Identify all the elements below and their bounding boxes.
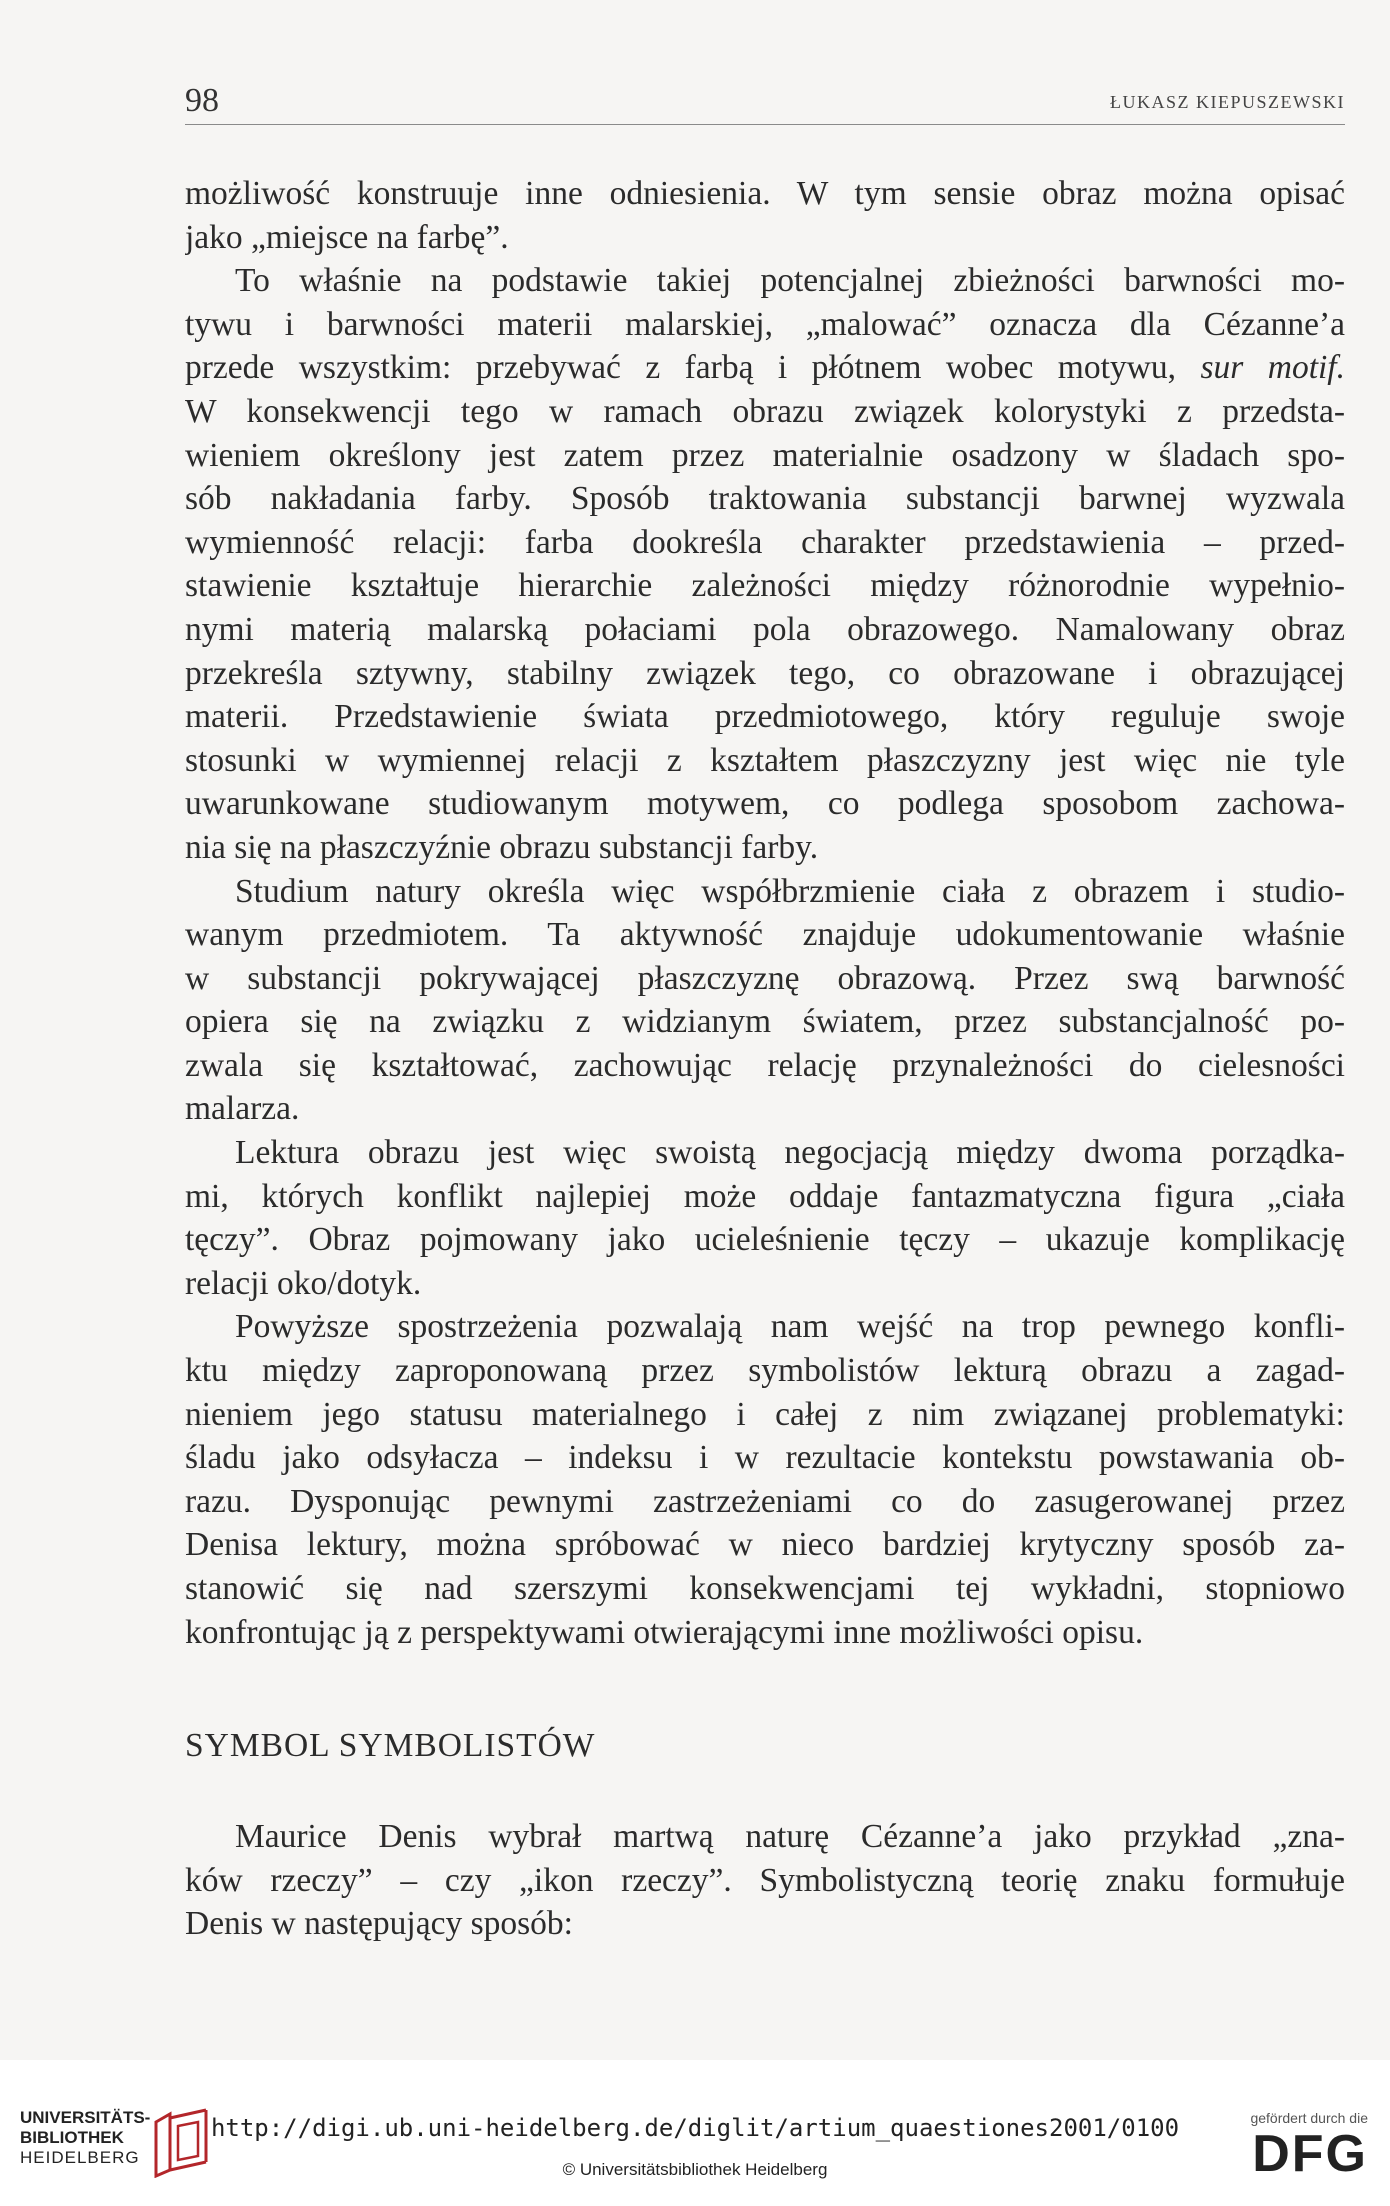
text-line: śladu jako odsyłacza – indeksu i w rezultacie kontekstu powstawania ob- <box>185 1439 1345 1477</box>
text-line: Maurice Denis wybrał martwą naturę Cézanne’a jako przykład „zna- <box>235 1818 1345 1855</box>
text-line: tęczy”. Obraz pojmowany jako ucieleśnienie tęczy – ukazuje komplikację <box>185 1221 1345 1259</box>
running-head: ŁUKASZ KIEPUSZEWSKI <box>1110 92 1345 112</box>
text-line: tywu i barwności materii malarskiej, „malować” oznacza dla Cézanne’a <box>185 305 1345 343</box>
text-line: nia się na płaszczyźnie obrazu substancji farby. <box>185 828 819 866</box>
text-line: sób nakładania farby. Sposób traktowania substancji barwnej wyzwala <box>185 480 1345 518</box>
text-line: uwarunkowane studiowanym motywem, co podlega sposobom zachowa- <box>185 785 1345 823</box>
text-line: stawienie kształtuje hierarchie zależności między różnorodnie wypełnio- <box>185 567 1345 605</box>
text-line: malarza. <box>185 1090 300 1128</box>
library-name-line: BIBLIOTHEK <box>20 2128 124 2147</box>
text-line: zwala się kształtować, zachowując relację przynależności do cielesności <box>185 1046 1345 1084</box>
text-line: wanym przedmiotem. Ta aktywność znajduje udokumentowanie właśnie <box>185 916 1345 954</box>
text-line: konfrontując ją z perspektywami otwierającymi inne możliwości opisu. <box>185 1613 1144 1651</box>
text-line: Denis w następujący sposób: <box>185 1905 573 1943</box>
page-header <box>185 82 1345 125</box>
text-line: relacji oko/dotyk. <box>185 1264 422 1302</box>
text-line: materii. Przedstawienie świata przedmiotowego, który reguluje swoje <box>185 698 1345 736</box>
section-body-text <box>185 1815 1345 1946</box>
text-line: ków rzeczy” – czy „ikon rzeczy”. Symbolistyczną teorię znaku formułuje <box>185 1861 1345 1899</box>
text-line: To właśnie na podstawie takiej potencjalnej zbieżności barwności mo- <box>235 262 1345 300</box>
text-line: stosunki w wymiennej relacji z kształtem płaszczyzny jest więc nie tyle <box>185 741 1345 779</box>
body-text <box>185 172 1345 1654</box>
funder-note: gefördert durch die <box>1250 2110 1368 2126</box>
text-line-with-italic <box>185 346 1345 390</box>
text-line: ktu między zaproponowaną przez symbolistów lekturą obrazu a zagad- <box>185 1352 1345 1390</box>
text-line: wieniem określony jest zatem przez materialnie osadzony w śladach spo- <box>185 436 1345 474</box>
text-line: jako „miejsce na farbę”. <box>185 218 509 256</box>
text-line: Powyższe spostrzeżenia pozwalają nam wejść na trop pewnego konfli- <box>235 1308 1345 1346</box>
text-line: przekreśla sztywny, stabilny związek tego, co obrazowane i obrazującej <box>185 654 1345 692</box>
footer-bar <box>0 2060 1390 2206</box>
text-line: razu. Dysponując pewnymi zastrzeżeniami co do zasugerowanej przez <box>185 1482 1345 1520</box>
text-line: wymienność relacji: farba dookreśla charakter przedstawienia – przed- <box>185 523 1345 561</box>
italic-phrase: sur motif. <box>1200 349 1345 387</box>
permalink-url[interactable]: http://digi.ub.uni-heidelberg.de/diglit/artium_quaestiones2001/0100 <box>210 2114 1180 2142</box>
text-line: nieniem jego statusu materialnego i całej z nim związanej problematyki: <box>185 1395 1345 1433</box>
text-line: w substancji pokrywającej płaszczyznę obrazową. Przez swą barwność <box>185 959 1345 997</box>
copyright-notice: © Universitätsbibliothek Heidelberg <box>562 2160 828 2179</box>
library-name-line: UNIVERSITÄTS- <box>20 2108 151 2127</box>
text-line: Denisa lektury, można spróbować w nieco bardziej krytyczny sposób za- <box>185 1526 1345 1564</box>
text-line: Studium natury określa więc współbrzmienie ciała z obrazem i studio- <box>235 872 1345 910</box>
text-line: W konsekwencji tego w ramach obrazu związek kolorystyki z przedsta- <box>185 392 1345 430</box>
text-line: możliwość konstruuje inne odniesienia. W tym sensie obraz można opisać <box>185 175 1345 212</box>
text-line: nymi materią malarską połaciami pola obrazowego. Namalowany obraz <box>185 610 1345 648</box>
text-line: mi, których konflikt najlepiej może oddaje fantazmatyczna figura „ciała <box>185 1177 1345 1215</box>
text-line: Lektura obrazu jest więc swoistą negocjacją między dwoma porządka- <box>235 1134 1345 1172</box>
page-number: 98 <box>185 82 219 119</box>
text-line: stanowić się nad szerszymi konsekwencjami tej wykładni, stopniowo <box>185 1570 1345 1607</box>
section-heading: SYMBOL SYMBOLISTÓW <box>185 1727 596 1764</box>
text-fragment: przede wszystkim: przebywać z farbą i płótnem wobec motywu, <box>185 349 1176 387</box>
library-name-line: HEIDELBERG <box>20 2148 140 2167</box>
text-line: opiera się na związku z widzianym światem, przez substancjalność po- <box>185 1003 1345 1041</box>
dfg-funder-logo[interactable] <box>1228 2110 1368 2195</box>
dfg-logo-text: DFG <box>1252 2125 1368 2183</box>
